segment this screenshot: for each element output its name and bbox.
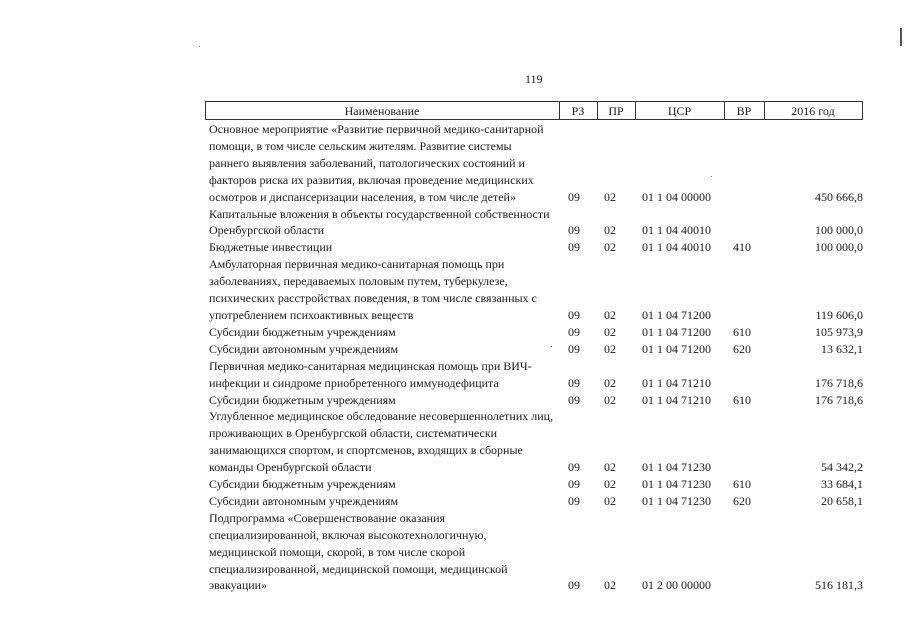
row-csr: 01 1 04 71230 bbox=[642, 493, 711, 508]
row-name: Подпрограмма «Совершенствование оказания специализированной, включая высокотехнологичную, медицинской помощи, скорой, в том числе скорой специализированной, медицинской помощи, медицинской эвакуации» bbox=[209, 510, 508, 593]
header-vr: ВР bbox=[736, 104, 752, 118]
row-csr: 01 1 04 71230 bbox=[642, 477, 711, 492]
row-csr: 01 1 04 71210 bbox=[642, 375, 711, 390]
table-row bbox=[205, 493, 865, 510]
row-rz: 09 bbox=[568, 477, 580, 492]
page-number: 119 bbox=[525, 72, 543, 86]
row-pr: 02 bbox=[604, 392, 616, 407]
row-name: Углубленное медицинское обследование несовершеннолетних лиц, проживающих в Оренбургской области, систематически занимающихся спортом, и спортсменов, входящих в сборные команды Оренбургской области bbox=[209, 409, 554, 475]
row-vr: 620 bbox=[733, 493, 751, 508]
row-pr: 02 bbox=[604, 324, 616, 339]
row-pr: 02 bbox=[604, 493, 616, 508]
row-name: Бюджетные инвестиции bbox=[209, 240, 333, 255]
row-pr: 02 bbox=[604, 375, 616, 390]
header-year: 2016 год bbox=[791, 104, 835, 118]
row-rz: 09 bbox=[568, 223, 580, 238]
row-amount: 105 973,9 bbox=[815, 324, 863, 339]
row-amount: 13 632,1 bbox=[821, 341, 863, 356]
row-amount: 33 684,1 bbox=[821, 477, 863, 492]
row-vr: 410 bbox=[733, 240, 751, 255]
row-csr: 01 1 04 40010 bbox=[642, 223, 711, 238]
row-pr: 02 bbox=[604, 240, 616, 255]
row-pr: 02 bbox=[604, 477, 616, 492]
row-rz: 09 bbox=[568, 578, 580, 593]
row-rz: 09 bbox=[568, 493, 580, 508]
row-name: Капитальные вложения в объекты государственной собственности Оренбургской области bbox=[209, 206, 550, 238]
row-vr: 620 bbox=[733, 341, 751, 356]
header-pr: ПР bbox=[608, 104, 624, 118]
row-amount: 100 000,0 bbox=[815, 223, 863, 238]
scan-speck bbox=[199, 46, 200, 47]
table-row bbox=[205, 256, 865, 324]
row-vr: 610 bbox=[733, 324, 751, 339]
table-header bbox=[205, 101, 863, 120]
row-name: Субсидии бюджетным учреждениям bbox=[209, 392, 396, 407]
table-row bbox=[205, 341, 865, 358]
row-amount: 516 181,3 bbox=[815, 578, 863, 593]
table-row bbox=[205, 392, 865, 409]
row-pr: 02 bbox=[604, 460, 616, 475]
table-row bbox=[205, 408, 865, 476]
row-rz: 09 bbox=[568, 341, 580, 356]
row-rz: 09 bbox=[568, 392, 580, 407]
row-csr: 01 1 04 71200 bbox=[642, 307, 711, 322]
row-csr: 01 1 04 71230 bbox=[642, 460, 711, 475]
row-amount: 176 718,6 bbox=[815, 375, 863, 390]
table-body bbox=[205, 121, 865, 594]
row-name: Субсидии автономным учреждениям bbox=[209, 493, 399, 508]
header-csr: ЦСР bbox=[667, 104, 692, 118]
row-pr: 02 bbox=[604, 189, 616, 204]
table-row bbox=[205, 358, 865, 392]
row-csr: 01 1 04 40010 bbox=[642, 240, 711, 255]
scan-edge-mark bbox=[900, 28, 902, 46]
table-row bbox=[205, 121, 865, 206]
row-name: Субсидии бюджетным учреждениям bbox=[209, 477, 396, 492]
row-pr: 02 bbox=[604, 341, 616, 356]
row-name: Субсидии бюджетным учреждениям bbox=[209, 324, 396, 339]
row-csr: 01 1 04 71210 bbox=[642, 392, 711, 407]
row-amount: 176 718,6 bbox=[815, 392, 863, 407]
row-name: Первичная медико-санитарная медицинская помощь при ВИЧ-инфекции и синдроме приобретенного иммунодефицита bbox=[209, 358, 532, 390]
row-name: Субсидии автономным учреждениям bbox=[209, 341, 399, 356]
table-row bbox=[205, 206, 865, 240]
row-csr: 01 1 04 71200 bbox=[642, 324, 711, 339]
row-rz: 09 bbox=[568, 307, 580, 322]
header-name: Наименование bbox=[344, 104, 420, 118]
table-row bbox=[205, 239, 865, 256]
row-pr: 02 bbox=[604, 307, 616, 322]
row-amount: 450 666,8 bbox=[815, 189, 863, 204]
header-separator bbox=[862, 101, 863, 120]
row-rz: 09 bbox=[568, 375, 580, 390]
row-pr: 02 bbox=[604, 223, 616, 238]
row-rz: 09 bbox=[568, 324, 580, 339]
table-row bbox=[205, 324, 865, 341]
row-amount: 119 606,0 bbox=[815, 307, 863, 322]
row-csr: 01 1 04 00000 bbox=[642, 189, 711, 204]
row-vr: 610 bbox=[733, 477, 751, 492]
row-vr: 610 bbox=[733, 392, 751, 407]
row-csr: 01 2 00 00000 bbox=[642, 578, 711, 593]
row-pr: 02 bbox=[604, 578, 616, 593]
row-csr: 01 1 04 71200 bbox=[642, 341, 711, 356]
row-amount: 100 000,0 bbox=[815, 240, 863, 255]
row-name: Основное мероприятие «Развитие первичной медико-санитарной помощи, в том числе сельским жителям. Развитие системы раннего выявления заболеваний, патологических состояний и факторов риска их развития, включая проведение медицинских осмотров и диспансеризации населения, в том числе детей» bbox=[209, 122, 544, 204]
row-amount: 20 658,1 bbox=[821, 493, 863, 508]
table-row bbox=[205, 476, 865, 493]
row-rz: 09 bbox=[568, 189, 580, 204]
row-rz: 09 bbox=[568, 240, 580, 255]
table-row bbox=[205, 510, 865, 595]
header-rz: РЗ bbox=[571, 104, 585, 118]
row-name: Амбулаторная первичная медико-санитарная помощь при заболеваниях, передаваемых половым путем, туберкулезе, психических расстройствах поведения, в том числе связанных с употреблением психоактивных веществ bbox=[209, 257, 537, 322]
row-amount: 54 342,2 bbox=[821, 460, 863, 475]
row-rz: 09 bbox=[568, 460, 580, 475]
